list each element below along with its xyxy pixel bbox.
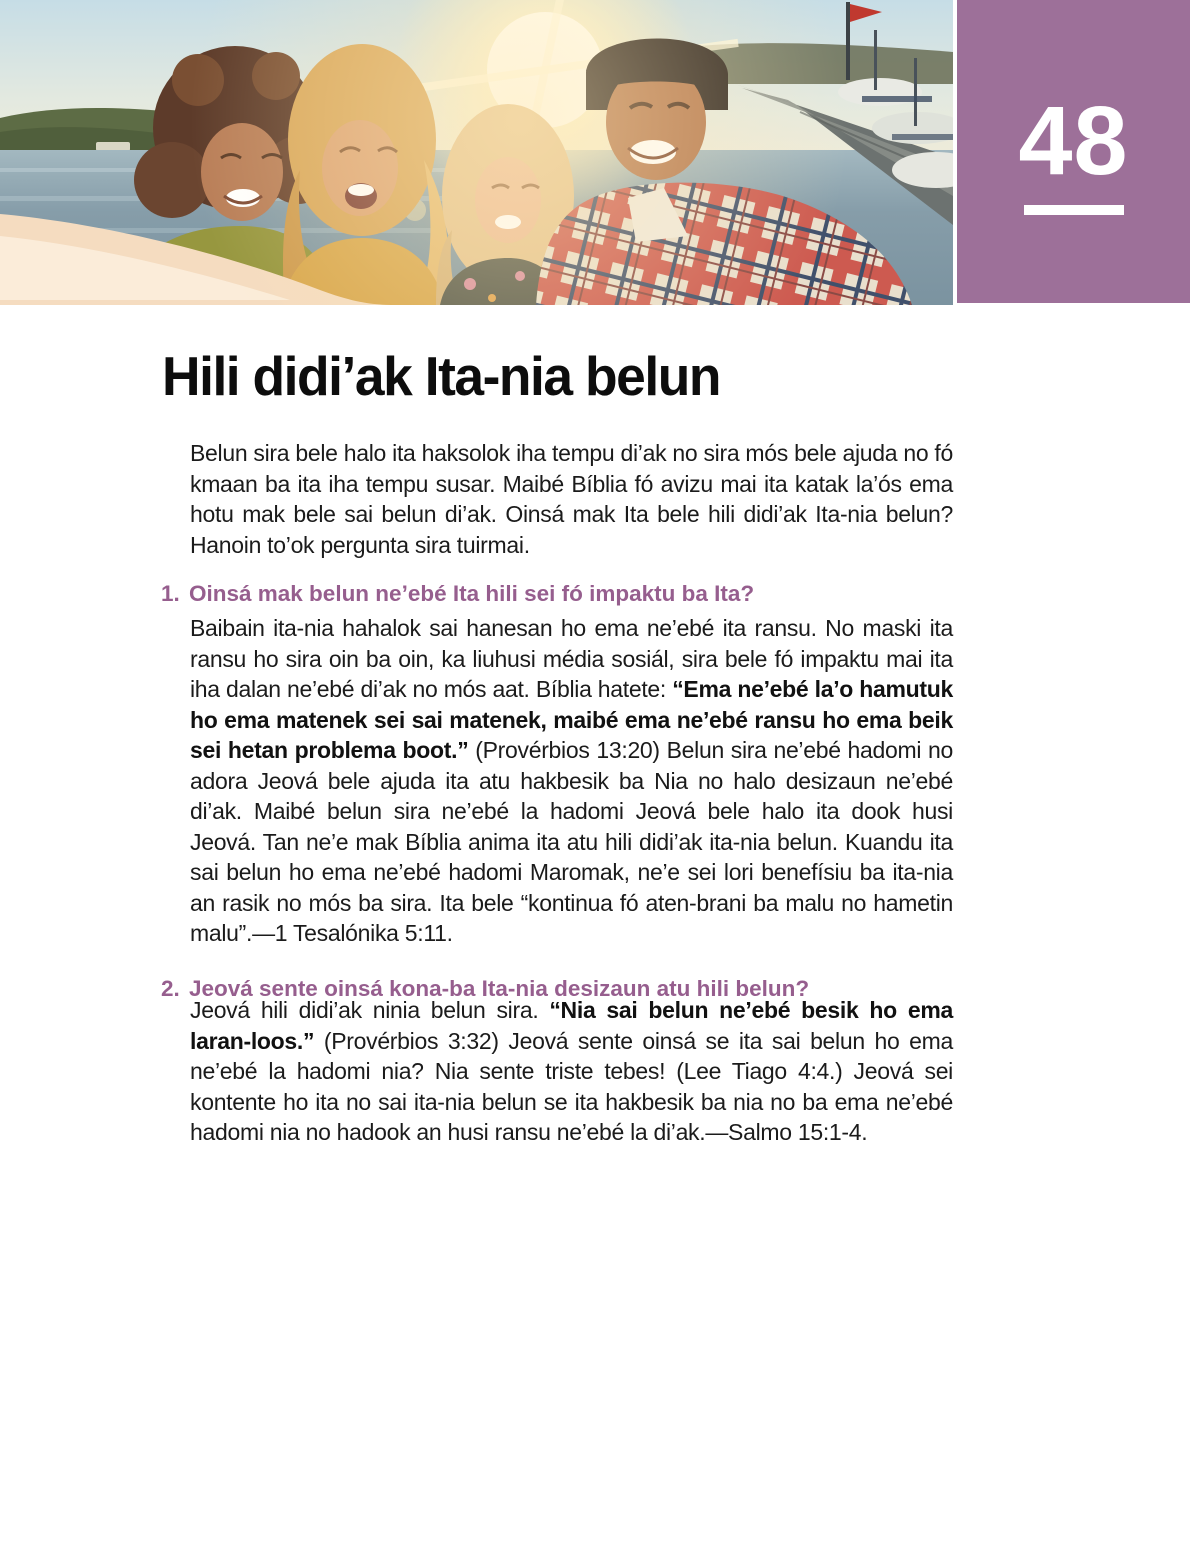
warm-glow-overlay	[190, 0, 850, 305]
intro-paragraph: Belun sira bele halo ita haksolok iha tempu di’ak no sira mós bele ajuda no fó kmaan ba ita iha tempu susar. Maibé Bíblia fó avizu mai ita katak la’ós ema hotu mak bele sai belun di’ak. Oinsá mak Ita bele hili didi’ak Ita-nia belun? Hanoin to’ok pergunta sira tuirmai.	[190, 440, 953, 558]
lesson-title: Hili didi’ak Ita-nia belun	[162, 345, 720, 407]
paragraph-2: Jeová hili didi’ak ninia belun sira. “Nia sai belun ne’ebé besik ho ema laran-loos.” (Provérbios 3:32) Jeová sente oinsá se ita sai belun ho ema ne’ebé la hadomi nia? Nia sente triste tebes! (Lee Tiago 4:4.) Jeová sei kontente ho ita no sai ita-nia belun se ita hakbesik ba nia no ba ema ne’ebé hadomi nia no hadook an husi ransu ne’ebé la di’ak.—Salmo 15:1-4.	[190, 997, 953, 1145]
photo-illustration	[0, 0, 953, 305]
question-1-number: 1.	[161, 581, 180, 606]
question-1	[161, 580, 961, 608]
lesson-number-underline	[1024, 205, 1124, 215]
lesson-number-badge	[957, 0, 1190, 303]
question-2-number: 2.	[161, 976, 180, 1001]
question-2-text: Jeová sente oinsá kona-ba Ita-nia desizaun atu hili belun?	[189, 976, 810, 1001]
question-1-text: Oinsá mak belun ne’ebé Ita hili sei fó impaktu ba Ita?	[189, 581, 755, 606]
friends-selfie-photo	[0, 0, 953, 305]
paragraph-1: Baibain ita-nia hahalok sai hanesan ho ema ne’ebé ita ransu. No maski ita ransu ho sira oin ba oin, ka liuhusi média sosiál, sira bele fó impaktu mai ita iha dalan ne’ebé di’ak no mós aat. Bíblia hatete: “Ema ne’ebé la’o hamutuk ho ema matenek sei sai matenek, maibé ema ne’ebé ransu ho ema beik sei hetan problema boot.” (Provérbios 13:20) Belun sira ne’ebé hadomi no adora Jeová bele ajuda ita atu hakbesik ba Nia no halo desizaun ne’ebé di’ak. Maibé belun sira ne’ebé la hadomi Jeová bele halo ita dook husi Jeová. Tan ne’e mak Bíblia anima ita atu hili didi’ak ita-nia belun. Kuandu ita sai belun ho ema ne’ebé hadomi Maromak, ne’e sei lori benefísiu ba ita-nia an rasik no mós ba sira. Ita bele “kontinua fó aten-brani ba malu no hametin malu”.—1 Tesalónika 5:11.	[190, 615, 953, 946]
lesson-number: 48	[1018, 86, 1129, 195]
